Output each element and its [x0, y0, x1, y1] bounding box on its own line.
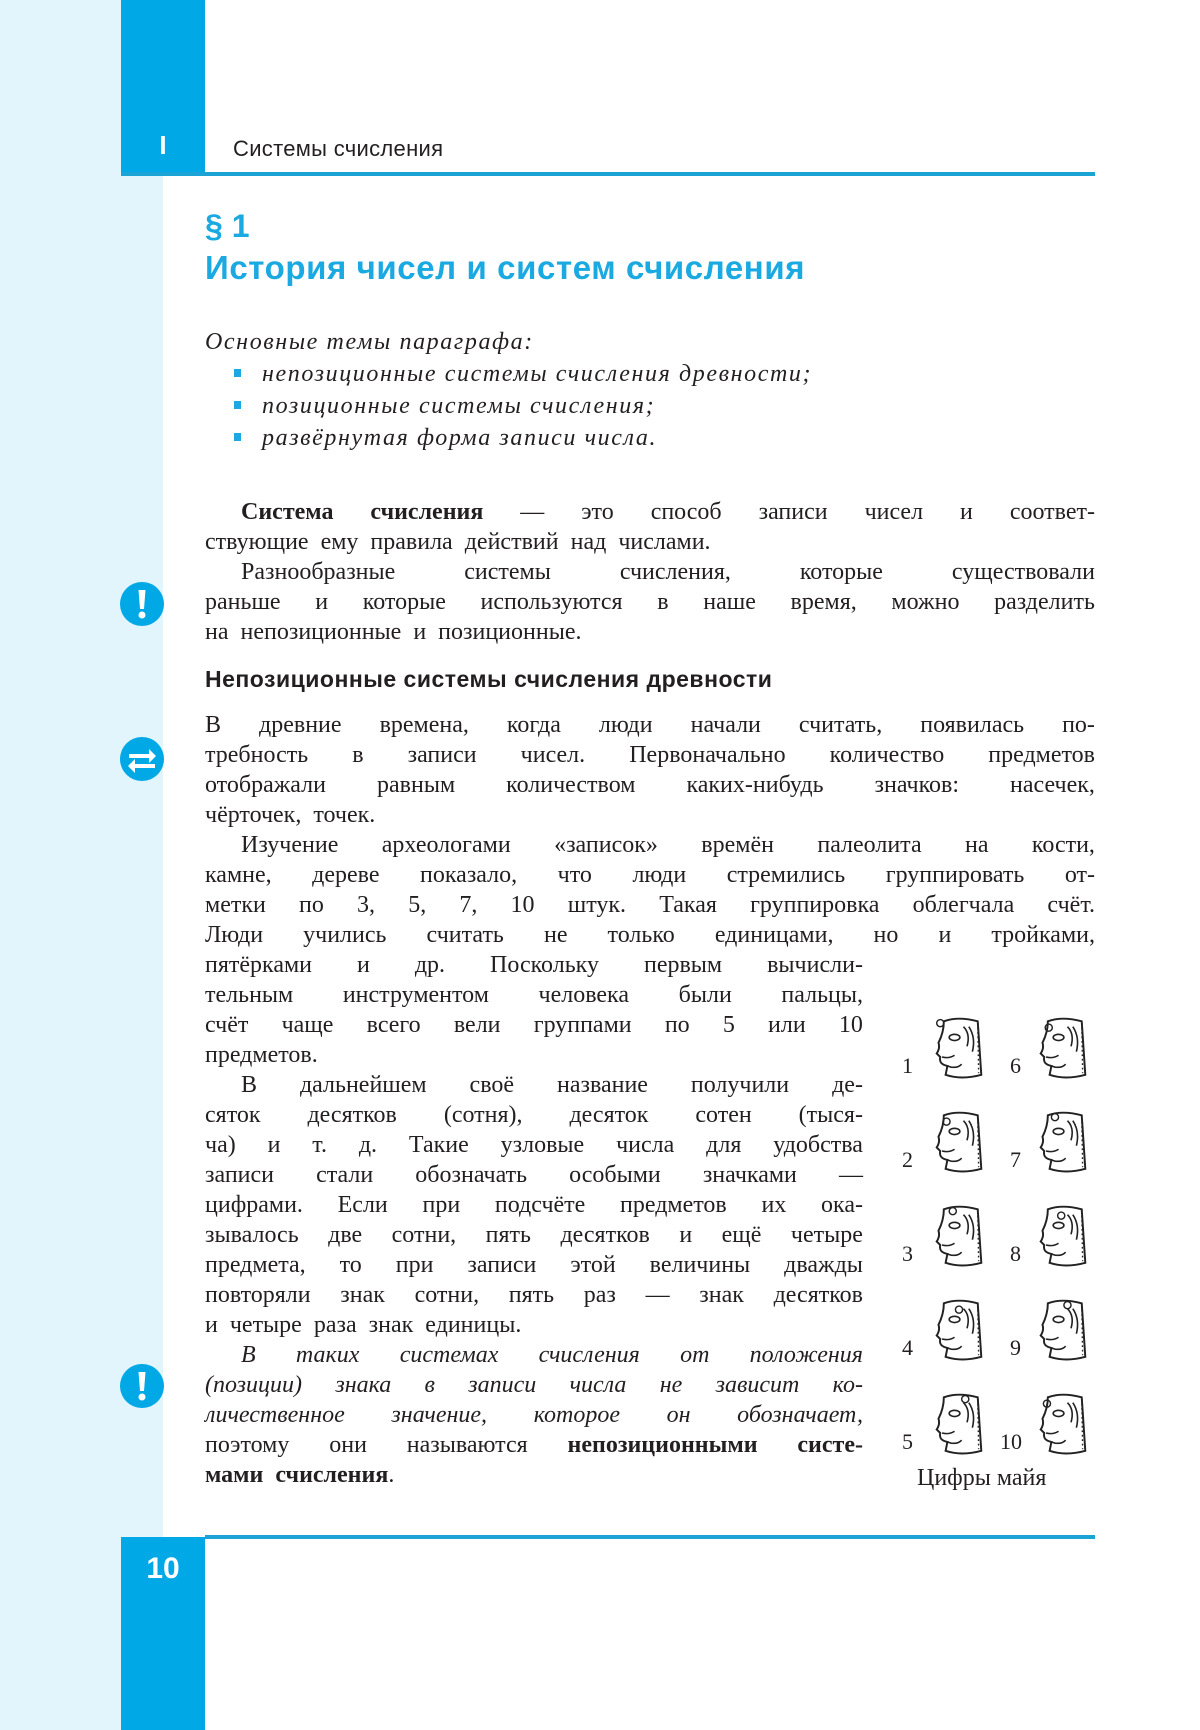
word: «записок»	[554, 832, 658, 858]
word: времён	[701, 832, 774, 858]
word: метки	[205, 892, 266, 918]
word: 3,	[357, 892, 376, 918]
word: предметов.	[205, 1042, 318, 1068]
word: ко-	[832, 1372, 863, 1398]
word: обозначает,	[737, 1402, 863, 1428]
word: ствующие	[205, 529, 309, 555]
word: величины	[649, 1252, 751, 1278]
word: группами	[533, 1012, 632, 1038]
maya-digit-label: 9	[1010, 1335, 1021, 1360]
word: и	[205, 1312, 218, 1338]
word: записи	[758, 499, 828, 525]
word: 5	[722, 1012, 735, 1038]
word: или	[768, 1012, 806, 1038]
text-line	[205, 1220, 863, 1250]
text-line	[205, 1430, 863, 1460]
word: ча)	[205, 1132, 236, 1158]
word: счёт.	[1047, 892, 1095, 918]
word: всего	[366, 1012, 421, 1038]
maya-digit-label: 8	[1010, 1241, 1021, 1266]
word: и	[679, 1222, 693, 1248]
maya-digit-label: 3	[902, 1241, 913, 1266]
word: Люди	[205, 922, 264, 948]
word: числами.	[618, 529, 711, 555]
bold-term: счисления	[370, 499, 484, 525]
text-line	[205, 587, 1095, 617]
word: своё	[469, 1072, 515, 1098]
word: чисел.	[520, 742, 586, 768]
bold-term: Система	[241, 499, 334, 525]
word: пятёрками	[205, 952, 313, 978]
word: числа	[616, 1132, 675, 1158]
word: сотни,	[414, 1282, 480, 1308]
word: их	[761, 1192, 787, 1218]
maya-digit-label: 2	[902, 1147, 913, 1172]
word: десяток	[569, 1102, 649, 1128]
word: которые	[362, 589, 446, 615]
word: обозначать	[415, 1162, 528, 1188]
word: первым	[643, 952, 723, 978]
maya-digit-label: 5	[902, 1429, 913, 1454]
word: на	[205, 619, 229, 645]
word: др.	[414, 952, 446, 978]
topics-list	[205, 326, 812, 454]
maya-digit-label: 1	[902, 1053, 913, 1078]
word: в	[657, 589, 669, 615]
word: человека	[538, 982, 630, 1008]
maya-digit-label: 4	[902, 1335, 913, 1360]
word: и	[938, 922, 952, 948]
word: наше	[703, 589, 756, 615]
word: камне,	[205, 862, 272, 888]
word: и	[413, 619, 427, 645]
maya-digit-2-glyph	[930, 1110, 988, 1176]
word: поэтому	[205, 1432, 290, 1458]
word: группировать	[885, 862, 1025, 888]
word: Разнообразные	[241, 559, 396, 585]
word: количество	[829, 742, 945, 768]
word: четыре	[229, 1312, 302, 1338]
word: он	[666, 1402, 691, 1428]
word: дважды	[784, 1252, 863, 1278]
word: название	[556, 1072, 648, 1098]
word: (сотня),	[443, 1102, 523, 1128]
word: знак	[368, 1312, 414, 1338]
word: разделить	[994, 589, 1095, 615]
word: записи	[468, 1372, 537, 1398]
word: каких-нибудь	[686, 772, 824, 798]
word: единицы.	[425, 1312, 522, 1338]
word: существовали	[951, 559, 1095, 585]
text-line	[205, 920, 1095, 950]
word: и	[267, 1132, 281, 1158]
maya-digit-label: 10	[1000, 1429, 1022, 1454]
word: подсчёте	[494, 1192, 586, 1218]
word: палеолита	[817, 832, 922, 858]
page-number: 10	[146, 1552, 180, 1585]
word: В	[205, 712, 222, 738]
section-title: История чисел и систем счисления	[205, 249, 806, 286]
subsection-heading: Непозиционные системы счисления древности	[205, 666, 773, 692]
maya-digit-6-glyph	[1034, 1016, 1092, 1082]
maya-digit-10-glyph	[1034, 1392, 1092, 1458]
word: две	[328, 1222, 363, 1248]
word: д.	[358, 1132, 378, 1158]
word: записи	[205, 1162, 274, 1188]
maya-digit-label: 7	[1010, 1147, 1021, 1172]
bold-term: счисления	[275, 1462, 389, 1488]
word: которые	[799, 559, 883, 585]
word: позиционные.	[438, 619, 582, 645]
word: сотен	[695, 1102, 752, 1128]
word: этой	[570, 1252, 616, 1278]
word: тельным	[205, 982, 294, 1008]
word: когда	[506, 712, 561, 738]
word: отображали	[205, 772, 326, 798]
word: требность	[205, 742, 309, 768]
word: количеством	[506, 772, 636, 798]
text-line	[205, 890, 1095, 920]
word: Если	[337, 1192, 388, 1218]
maya-digit-5-glyph	[930, 1392, 988, 1458]
word: повторяли	[205, 1282, 311, 1308]
word: то	[339, 1252, 362, 1278]
word: считать,	[798, 712, 883, 738]
word: т.	[312, 1132, 327, 1158]
word: числа	[569, 1372, 627, 1398]
word: счисления	[538, 1342, 640, 1368]
word: —	[520, 499, 545, 525]
word: в	[424, 1372, 435, 1398]
word: при	[422, 1192, 461, 1218]
word: при	[395, 1252, 434, 1278]
running-header: Системы счисления	[233, 136, 444, 161]
maya-digit-3-glyph	[930, 1204, 988, 1270]
figure-caption: Цифры майя	[917, 1465, 1047, 1491]
word: времена,	[379, 712, 469, 738]
word: облегчала	[912, 892, 1015, 918]
word: Такие	[408, 1132, 469, 1158]
word: пять	[508, 1282, 555, 1308]
word: .	[388, 1462, 395, 1488]
word: предметов	[988, 742, 1095, 768]
word: появилась	[920, 712, 1025, 738]
word: учились	[303, 922, 387, 948]
word: записи	[467, 1252, 537, 1278]
topic-item: развёрнутая форма записи числа.	[234, 422, 812, 454]
word: непозиционные	[240, 619, 402, 645]
text-line	[205, 557, 1095, 587]
text-line	[205, 1340, 863, 1370]
word: время,	[790, 589, 857, 615]
word: люди	[598, 712, 653, 738]
word: кости,	[1031, 832, 1095, 858]
word: археологами	[381, 832, 511, 858]
word: называются	[406, 1432, 528, 1458]
word: Первоначально	[629, 742, 786, 768]
text-line	[205, 1070, 863, 1100]
maya-digit-8-glyph	[1034, 1204, 1092, 1270]
word: предмета,	[205, 1252, 306, 1278]
word: 7,	[459, 892, 478, 918]
word: 10	[838, 1012, 863, 1038]
exchange-arrows-icon	[120, 737, 164, 781]
word: системы	[464, 559, 551, 585]
word: начали	[690, 712, 761, 738]
word: правила	[370, 529, 453, 555]
word: пять	[485, 1222, 531, 1248]
word: это	[581, 499, 614, 525]
word: стали	[316, 1162, 374, 1188]
word: чёрточек,	[205, 802, 302, 828]
word: ему	[320, 529, 359, 555]
word: они	[329, 1432, 367, 1458]
word: пальцы,	[781, 982, 863, 1008]
text-line	[205, 740, 1095, 770]
word: 5,	[408, 892, 427, 918]
text-line	[205, 830, 1095, 860]
text-line	[205, 860, 1095, 890]
word: что	[557, 862, 592, 888]
word: получили	[690, 1072, 790, 1098]
text-line	[205, 1250, 863, 1280]
word: Такая	[659, 892, 717, 918]
word: таких	[295, 1342, 360, 1368]
word: инструментом	[342, 982, 489, 1008]
word: значение,	[391, 1402, 488, 1428]
definition-paragraphs	[205, 497, 1095, 647]
word: действий	[464, 529, 559, 555]
word: стремились	[726, 862, 846, 888]
word: В	[241, 1072, 258, 1098]
word: используются	[480, 589, 623, 615]
text-line	[205, 617, 1095, 647]
word: можно	[891, 589, 960, 615]
word: системах	[399, 1342, 499, 1368]
word: насечек,	[1010, 772, 1095, 798]
word: десятков	[773, 1282, 863, 1308]
word: в	[352, 742, 364, 768]
word: удобства	[773, 1132, 863, 1158]
word: единицами,	[714, 922, 834, 948]
word: по-	[1062, 712, 1095, 738]
text-line	[205, 710, 1095, 740]
body-text-narrow	[205, 950, 863, 1490]
word: древние	[259, 712, 342, 738]
word: счёт	[205, 1012, 249, 1038]
word: предметов	[620, 1192, 727, 1218]
text-line	[205, 1160, 863, 1190]
text-line	[205, 527, 1095, 557]
word: только	[607, 922, 675, 948]
exclamation-icon	[120, 1364, 164, 1408]
text-line	[205, 1310, 863, 1340]
word: были	[678, 982, 732, 1008]
text-line	[205, 1100, 863, 1130]
word: (тыся-	[798, 1102, 863, 1128]
text-line	[205, 1130, 863, 1160]
section-number: § 1	[205, 208, 250, 244]
word: от-	[1064, 862, 1095, 888]
word: сотни,	[391, 1222, 457, 1248]
word: знака	[335, 1372, 392, 1398]
topics-label: Основные темы параграфа:	[205, 329, 534, 355]
word: цифрами.	[205, 1192, 303, 1218]
word: записи	[407, 742, 477, 768]
word: значков:	[874, 772, 960, 798]
word: положения	[749, 1342, 863, 1368]
word: знак	[699, 1282, 744, 1308]
word: дереве	[312, 862, 380, 888]
maya-digit-9-glyph	[1034, 1298, 1092, 1364]
word: чаще	[281, 1012, 334, 1038]
word: над	[570, 529, 607, 555]
word: которое	[533, 1402, 620, 1428]
maya-digit-4-glyph	[930, 1298, 988, 1364]
word: способ	[650, 499, 722, 525]
word: (позиции)	[205, 1372, 303, 1398]
word: люди	[632, 862, 687, 888]
chapter-number: I	[159, 130, 167, 160]
word: значками	[702, 1162, 797, 1188]
text-line	[205, 1460, 863, 1490]
word: —	[838, 1162, 863, 1188]
body-text	[205, 710, 1095, 950]
word: зывалось	[205, 1222, 299, 1248]
word: В	[241, 1342, 256, 1368]
text-line	[205, 1010, 863, 1040]
text-line	[205, 1190, 863, 1220]
word: вычисли-	[767, 952, 863, 978]
word: равным	[376, 772, 456, 798]
word: ока-	[821, 1192, 863, 1218]
text-line	[205, 770, 1095, 800]
word: по	[299, 892, 324, 918]
word: и	[960, 499, 973, 525]
word: и	[357, 952, 370, 978]
word: знак	[340, 1282, 385, 1308]
word: тройками,	[991, 922, 1095, 948]
word: четыре	[790, 1222, 863, 1248]
word: но	[873, 922, 899, 948]
word: точек.	[313, 802, 376, 828]
text-line	[205, 800, 1095, 830]
footer-rule	[205, 1535, 1095, 1539]
word: чисел	[864, 499, 924, 525]
word: штук.	[567, 892, 627, 918]
word: раньше	[205, 589, 281, 615]
text-line	[205, 1280, 863, 1310]
word: счисления,	[619, 559, 731, 585]
topic-item: непозиционные системы счисления древности;	[234, 358, 812, 390]
text-line	[205, 1370, 863, 1400]
word: Поскольку	[490, 952, 599, 978]
word: не	[543, 922, 568, 948]
word: на	[965, 832, 989, 858]
exclamation-icon	[120, 582, 164, 626]
text-line	[205, 497, 1095, 527]
bold-term: мами	[205, 1462, 264, 1488]
topic-item: позиционные системы счисления;	[234, 390, 812, 422]
word: вели	[453, 1012, 501, 1038]
word: группировка	[750, 892, 880, 918]
word: личественное	[205, 1402, 345, 1428]
text-line	[205, 1400, 863, 1430]
word: показало,	[420, 862, 518, 888]
header-rule	[121, 172, 1095, 176]
maya-digit-7-glyph	[1034, 1110, 1092, 1176]
maya-digit-1-glyph	[930, 1016, 988, 1082]
text-line	[205, 980, 863, 1010]
word: соответ-	[1009, 499, 1095, 525]
word: дальнейшем	[299, 1072, 427, 1098]
word: по	[664, 1012, 690, 1038]
word: зависит	[715, 1372, 800, 1398]
word: —	[645, 1282, 670, 1308]
word: десятков	[560, 1222, 650, 1248]
word: и	[315, 589, 329, 615]
bold-term: непозиционными	[567, 1432, 758, 1458]
word: 10	[510, 892, 535, 918]
word: де-	[832, 1072, 863, 1098]
text-line	[205, 950, 863, 980]
bold-term: систе-	[797, 1432, 863, 1458]
text-line	[205, 1040, 863, 1070]
word: для	[706, 1132, 742, 1158]
word: считать	[426, 922, 504, 948]
word: десятков	[307, 1102, 397, 1128]
word: узловые	[500, 1132, 585, 1158]
word: раза	[313, 1312, 357, 1338]
margin-column	[0, 0, 163, 1730]
word: сяток	[205, 1102, 261, 1128]
maya-digit-label: 6	[1010, 1053, 1021, 1078]
word: ещё	[721, 1222, 762, 1248]
word: раз	[583, 1282, 616, 1308]
word: не	[659, 1372, 683, 1398]
word: особыми	[569, 1162, 661, 1188]
word: Изучение	[241, 832, 339, 858]
word: от	[680, 1342, 710, 1368]
